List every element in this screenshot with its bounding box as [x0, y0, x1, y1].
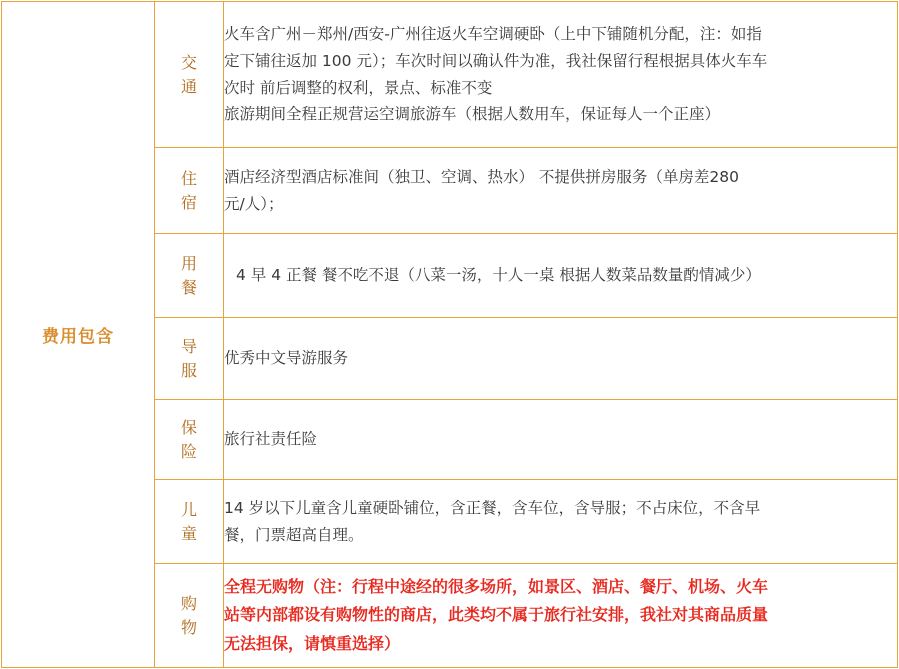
category-cell-transport [155, 2, 224, 148]
content-line: 餐，门票超高自理。 [224, 525, 364, 544]
content-line: 元/人）； [224, 194, 284, 213]
category-cell-insurance [155, 400, 224, 480]
content-line: 14 岁以下儿童含儿童硬卧铺位，含正餐，含车位，含导服；不占床位，不含早 [224, 498, 761, 517]
content-line: 次时 前后调整的权利，景点、标准不变 [224, 78, 493, 97]
content-cell-child [224, 480, 898, 564]
category-label-shopping: 购物 [181, 594, 198, 637]
content-line: 无法担保，请慎重选择） [224, 633, 401, 653]
content-cell-hotel [224, 148, 898, 234]
inclusions-sheet [0, 1, 899, 669]
category-cell-guide [155, 318, 224, 400]
content-cell-transport [224, 2, 898, 148]
content-line: 4 早 4 正餐 餐不吃不退（八菜一汤，十人一桌 根据人数菜品数量酌情减少） [236, 266, 761, 285]
category-label-guide: 导服 [181, 337, 198, 380]
content-line: 火车含广州－郑州/西安-广州往返火车空调硬卧（上中下铺随机分配，注：如指 [224, 25, 762, 44]
category-label-insurance: 保险 [181, 418, 198, 461]
category-cell-hotel [155, 148, 224, 234]
section-label-text: 费用包含 [42, 327, 114, 347]
section-label-cell [2, 2, 155, 668]
content-cell-guide [224, 318, 898, 400]
content-cell-meal [224, 234, 898, 318]
table-row [2, 2, 898, 148]
category-label-meal: 用餐 [181, 254, 198, 297]
content-cell-shopping [224, 564, 898, 668]
category-cell-meal [155, 234, 224, 318]
category-label-child: 儿童 [181, 500, 198, 543]
category-label-hotel: 住宿 [181, 169, 198, 212]
category-label-transport: 交通 [181, 53, 198, 96]
content-line: 定下铺往返加 100 元）；车次时间以确认件为准，我社保留行程根据具体火车车 [224, 51, 768, 70]
table-body [2, 2, 898, 668]
content-line: 站等内部都设有购物性的商店，此类均不属于旅行社安排，我社对其商品质量 [224, 605, 769, 625]
content-line: 酒店经济型酒店标准间（独卫、空调、热水） 不提供拼房服务（单房差280 [224, 167, 740, 186]
content-line: 优秀中文导游服务 [224, 349, 349, 368]
content-line: 旅游期间全程正规营运空调旅游车（根据人数用车，保证每人一个正座） [224, 105, 721, 124]
content-line: 旅行社责任险 [224, 430, 318, 449]
content-line: 全程无购物（注：行程中途经的很多场所，如景区、酒店、餐厅、机场、火车 [224, 576, 769, 596]
inclusions-table [1, 1, 898, 668]
category-cell-shopping [155, 564, 224, 668]
content-cell-insurance [224, 400, 898, 480]
category-cell-child [155, 480, 224, 564]
